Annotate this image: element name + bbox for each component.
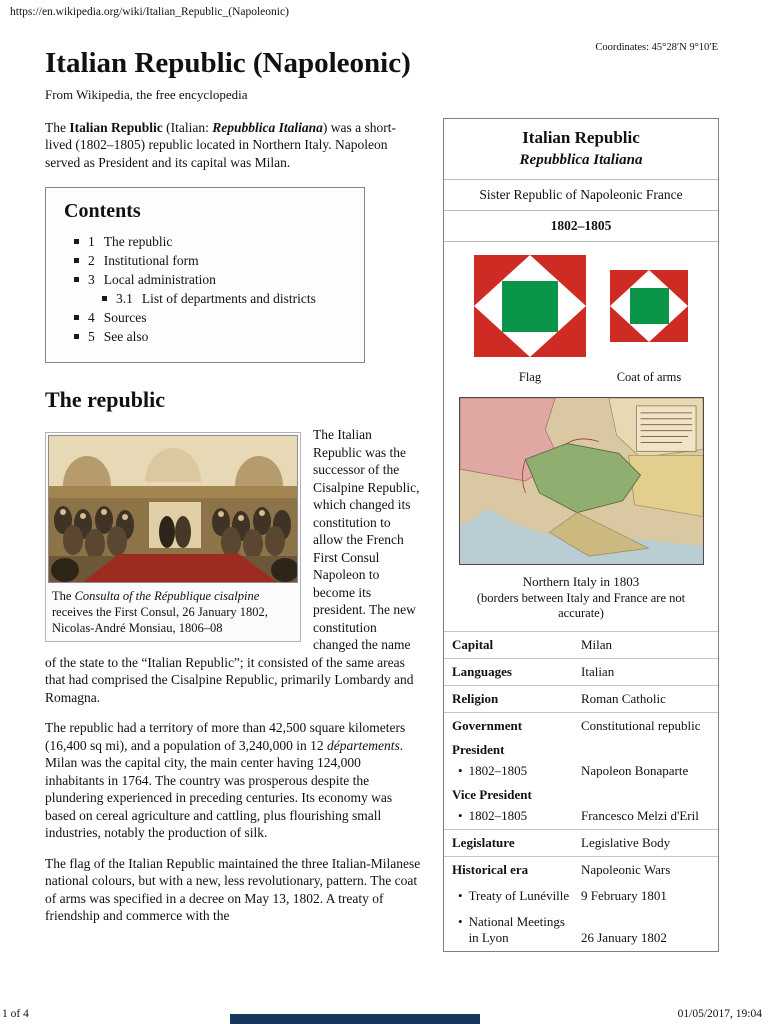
event-text: National Meetings in Lyon bbox=[468, 914, 565, 945]
row-value: Legislative Body bbox=[581, 835, 671, 850]
infobox-row-capital bbox=[444, 631, 718, 658]
row-label: Religion bbox=[452, 691, 499, 706]
president-header: President bbox=[452, 742, 505, 757]
paragraph-2-italic: départements bbox=[326, 737, 400, 753]
toc-item-label: Local administration bbox=[103, 272, 216, 288]
lead-text: The bbox=[45, 119, 70, 135]
infobox-years: 1802–1805 bbox=[550, 218, 612, 233]
flag-green-square bbox=[502, 281, 558, 332]
print-header-url: https://en.wikipedia.org/wiki/Italian_Republic_(Napoleonic) bbox=[10, 6, 289, 18]
coat-of-arms-label: Coat of arms bbox=[616, 370, 682, 384]
term-text: 1802–1805 bbox=[468, 808, 528, 823]
coa-green-square bbox=[630, 288, 669, 324]
paragraph-1-text: The Italian Republic was the successor of the Cisalpine Republic, which changed its constitution to allow the French First Consul Napoleon to become its president. The new constitution changed the name of the state to the “Italian Republic”; it consisted of the same areas that had comprised the Cisalpine Republic, primarily Lombardy and Romagna. bbox=[45, 427, 420, 705]
square-bullet-icon bbox=[74, 277, 79, 282]
era-event-date: 26 January 1802 bbox=[581, 930, 667, 945]
vice-president-header: Vice President bbox=[452, 787, 532, 802]
square-bullet-icon bbox=[74, 258, 79, 263]
lead-native-name: Repubblica Italiana bbox=[212, 119, 323, 135]
row-value: Constitutional republic bbox=[581, 718, 701, 733]
infobox-row-government bbox=[444, 712, 718, 739]
coa-column bbox=[610, 255, 688, 385]
figure-caption bbox=[49, 582, 297, 638]
toc-item-number: 4 bbox=[88, 310, 95, 326]
toc-title: Contents bbox=[64, 200, 141, 223]
toc-item-label: List of departments and districts bbox=[141, 291, 316, 307]
vice-president-name: Francesco Melzi d'Eril bbox=[581, 808, 699, 823]
flag-slot bbox=[474, 255, 586, 357]
paragraph-2-text: The republic had a territory of more than 42,500 square kilometers (16,400 sq mi), and a population of 3,240,000 in 12 bbox=[45, 720, 406, 753]
row-label: Capital bbox=[452, 637, 494, 652]
bullet-icon: • bbox=[458, 888, 463, 903]
infobox-row-historical-era bbox=[444, 856, 718, 883]
bullet-icon: • bbox=[458, 763, 463, 778]
coa-slot bbox=[610, 255, 688, 357]
toc-item-list-of-departments[interactable] bbox=[102, 289, 350, 308]
paragraph-2 bbox=[45, 719, 422, 842]
bullet-icon: • bbox=[458, 914, 463, 929]
table-of-contents bbox=[45, 187, 365, 363]
wikipedia-tagline: From Wikipedia, the free encyclopedia bbox=[45, 86, 248, 102]
toc-item-see-also[interactable] bbox=[74, 327, 350, 346]
thumbnail-figure bbox=[45, 432, 301, 642]
era-event-label bbox=[452, 914, 581, 946]
president-term bbox=[452, 763, 581, 779]
map-wrap bbox=[444, 387, 718, 567]
row-value: Milan bbox=[581, 637, 613, 652]
infobox-native-name: Repubblica Italiana bbox=[519, 152, 643, 168]
caption-text: The bbox=[52, 589, 75, 604]
map-caption-line2: (borders between Italy and France are not accurate) bbox=[476, 591, 686, 620]
toc-item-label: See also bbox=[103, 329, 149, 345]
infobox-row-event-luneville bbox=[444, 883, 718, 909]
paragraph-3: The flag of the Italian Republic maintained the three Italian-Milanese national colours, but with a new, less revolutionary, pattern. The coat of arms was specified in a decree on May 13, 1802. A treaty of friendship and commerce with the bbox=[45, 855, 421, 924]
toc-item-number: 1 bbox=[88, 234, 95, 250]
lead-text: (Italian: bbox=[162, 119, 213, 135]
coat-of-arms-image bbox=[610, 270, 688, 342]
square-bullet-icon bbox=[74, 315, 79, 320]
section-heading-the-republic: The republic bbox=[45, 387, 166, 413]
toc-item-local-administration[interactable] bbox=[74, 270, 350, 289]
toc-item-number: 2 bbox=[88, 253, 95, 269]
lead-text: ) was a short-lived (1802–1805) republic located in Northern Italy. Napoleon served as President and its capital was Milan. bbox=[45, 119, 397, 170]
toc-item-number: 5 bbox=[88, 329, 95, 345]
consulta-painting-image bbox=[49, 436, 297, 582]
lead-paragraph bbox=[45, 119, 422, 172]
term-text: 1802–1805 bbox=[468, 763, 528, 778]
flag-column bbox=[474, 255, 586, 385]
row-label: Historical era bbox=[452, 862, 529, 877]
toc-item-number: 3 bbox=[88, 272, 95, 288]
vice-president-term bbox=[452, 808, 581, 824]
infobox-row-legislature bbox=[444, 829, 718, 856]
print-datetime: 01/05/2017, 19:04 bbox=[677, 1008, 762, 1020]
bullet-icon: • bbox=[458, 808, 463, 823]
infobox-row-president bbox=[444, 758, 718, 784]
page-title: Italian Republic (Napoleonic) bbox=[45, 47, 411, 79]
toc-item-sources[interactable] bbox=[74, 308, 350, 327]
square-bullet-icon bbox=[74, 239, 79, 244]
toc-item-number: 3.1 bbox=[116, 291, 133, 307]
toc-item-label: The republic bbox=[103, 234, 173, 250]
caption-text: receives the First Consul, 26 January 1802, Nicolas-André Monsiau, 1806–08 bbox=[52, 605, 268, 636]
row-value: Roman Catholic bbox=[581, 691, 666, 706]
infobox-status: Sister Republic of Napoleonic France bbox=[479, 187, 683, 202]
row-value: Italian bbox=[581, 664, 615, 679]
infobox-row-religion bbox=[444, 685, 718, 712]
toc-item-institutional-form[interactable] bbox=[74, 251, 350, 270]
square-bullet-icon bbox=[102, 296, 107, 301]
coordinates-label: Coordinates: 45°28′N 9°10′E bbox=[595, 42, 718, 53]
infobox-row-event-lyon bbox=[444, 909, 718, 951]
infobox-title: Italian Republic bbox=[522, 128, 640, 147]
article-column bbox=[45, 48, 422, 925]
page-number: 1 of 4 bbox=[2, 1008, 29, 1020]
infobox bbox=[443, 118, 719, 952]
lead-bold-title: Italian Republic bbox=[69, 119, 163, 135]
toc-item-label: Sources bbox=[103, 310, 147, 326]
row-label: Government bbox=[452, 718, 523, 733]
infobox-row-vice-president bbox=[444, 803, 718, 829]
paragraph-2-text: . Milan was the capital city, the main center having 124,000 inhabitants in 1764. The country was prosperous despite the plundering experienced in preceding centuries. Its economy was based on cereal agriculture and cattling, plus flourishing small industries, notably the production of silk. bbox=[45, 737, 404, 841]
square-bullet-icon bbox=[74, 334, 79, 339]
northern-italy-map-image bbox=[459, 397, 704, 565]
row-label: Languages bbox=[452, 664, 512, 679]
flag-image bbox=[474, 255, 586, 357]
president-name: Napoleon Bonaparte bbox=[581, 763, 689, 778]
event-text: Treaty of Lunéville bbox=[468, 888, 570, 903]
toc-item-label: Institutional form bbox=[103, 253, 199, 269]
paragraph-1 bbox=[45, 426, 422, 706]
row-label: Legislature bbox=[452, 835, 515, 850]
era-event-label bbox=[452, 888, 581, 904]
flag-label: Flag bbox=[518, 370, 542, 384]
infobox-row-languages bbox=[444, 658, 718, 685]
toc-item-the-republic[interactable] bbox=[74, 232, 350, 251]
flag-and-coa-row bbox=[444, 242, 718, 387]
cutoff-navbox-bar bbox=[230, 1014, 480, 1024]
row-value: Napoleonic Wars bbox=[581, 862, 671, 877]
era-event-date: 9 February 1801 bbox=[581, 888, 667, 903]
map-caption-line1: Northern Italy in 1803 bbox=[522, 574, 640, 589]
caption-italic-text: Consulta of the République cisalpine bbox=[74, 589, 260, 604]
